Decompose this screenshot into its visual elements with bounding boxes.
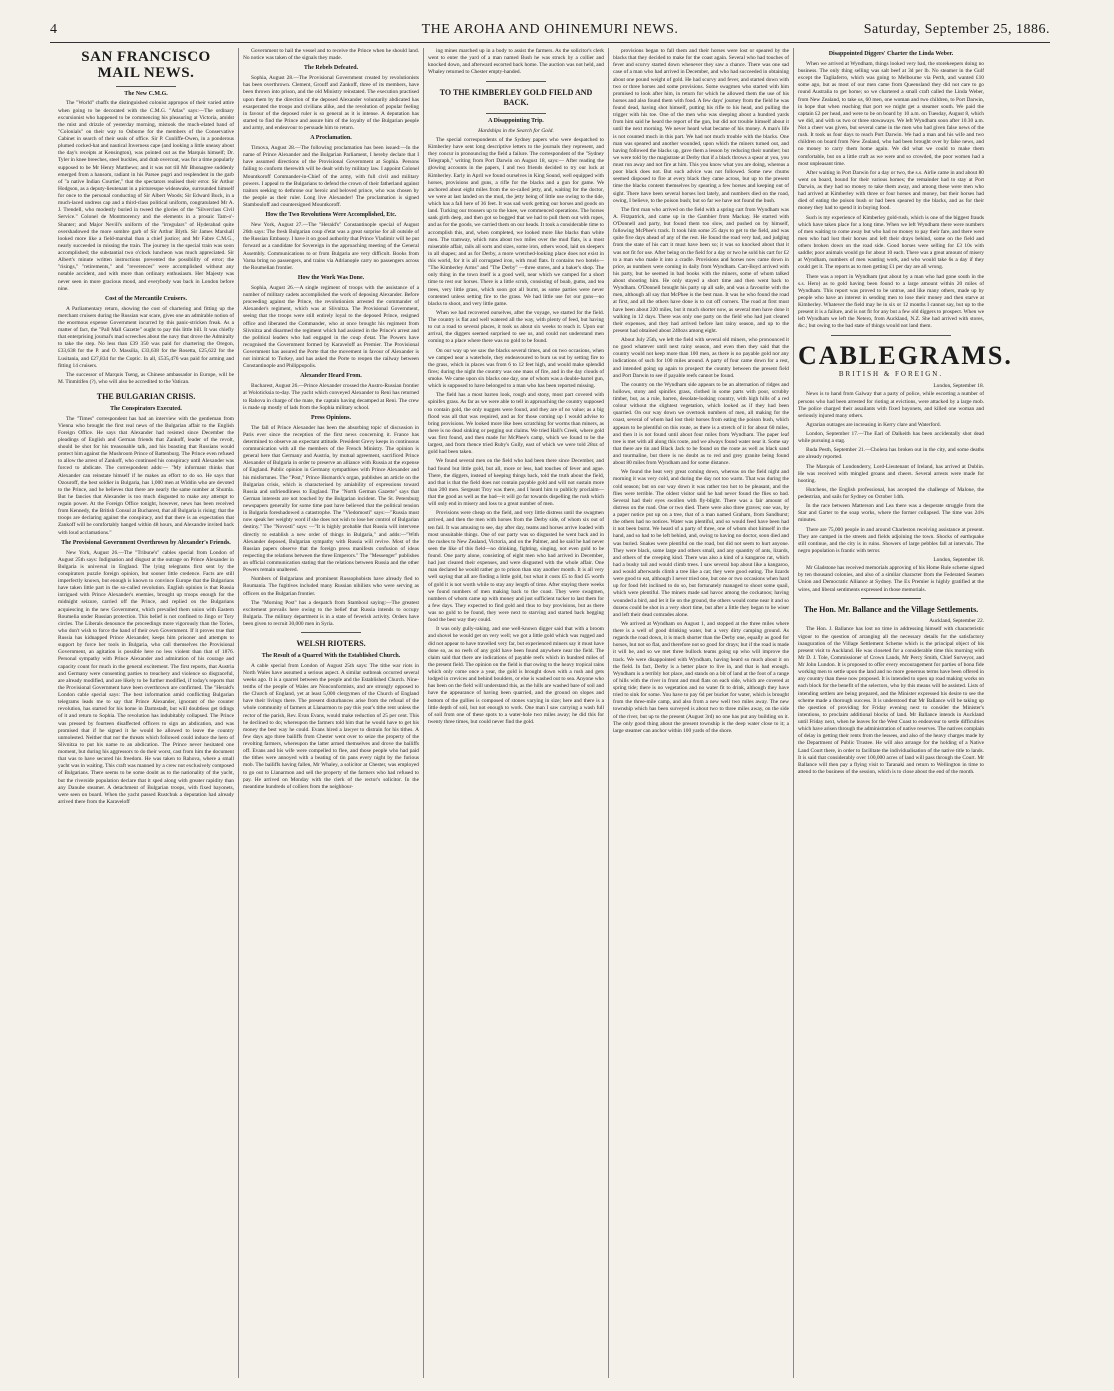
subhead: The Conspirators Executed. xyxy=(110,405,182,412)
article-paragraph: We found several men on the field who had been there since December, and had found but little gold, but all, more or less, had touches of fever and ague. There, the diggers, instead of keeping things back, told the truth about the field, and that is that the field does not contain payable gold and will not sustain more than 200 men. Sergeant Troy was there, and I heard him to publicly proclaim—that the good as well as the bad—it will go far towards dispelling the rush which will only end in misery and loss to a great number of men. xyxy=(428,458,604,508)
issue-date: Saturday, September 25, 1886. xyxy=(863,22,1050,37)
section-heading: The Hon. Mr. Ballance and the Village Settlements. xyxy=(803,604,979,614)
subhead: Alexander Heard From. xyxy=(300,373,362,380)
column-rule xyxy=(608,48,609,1378)
dateline: London, September 18. xyxy=(933,557,984,564)
article-paragraph: The special correspondents of the Sydney papers who were despatched to Kimberley have sent long descriptive letters to the journals they represent, and they concur in pronouncing the field a failure. The correspondent of the "Sydney Telegraph," writing from Port Darwin on August 18, says:— After reading the glowing accounts in the papers, I and two friends decided to try our luck at Kimberley. Early in April we found ourselves in King Sound, well equipped with horses, provisions and guns, a rifle for the blacks and a gun for game. We anchored about eight miles from the so-called jetty, and, waiting for the doctor, we were at last landed on the mud, the jetty being of little use owing to the tide, which has a fall here of 36 feet. It was sad work getting our horses and goods on land. Tucking our trousers up to the knee, we commenced operations. The horses sank girth deep, and then got so bogged that we had to pull them out with ropes, and as for the goods, we carried them on our heads. It took a considerable time to accomplish this, and, when completed, we looked more like blacks than white men. The tramway, which runs about two miles over the mud flats, is a most miserable affair, rails all sorts and sizes, some iron, others wood, laid on sleepers in all shapes; and as for Derby, a more wretched-looking place does not exist in this world, for it is all corrugated iron, with mud flats. It contains two hotels— "The Kimberley Arms" and "The Derby" —three stores, and a baker's shop. The only thing in the town itself is a good well, near which we camped for a short time to rest our horses. There is a little scrub, consisting of boab, gums, and tea trees, very little grass, which soon got all burnt, as some parties were never contented unless setting fire to the grass. We had little use for our guns—no blacks to shoot, and very little game. xyxy=(428,136,604,307)
article-paragraph: The "World" chaffs the distinguished colonist appropos of their varied attire when going to be decorated with the C.M.G. "Atlas" says:—The ordinary excursionist who happened to be commencing his pleasuring at Victoria, amidst the mist and drizzle of yesterday morning, mistook the much-elated band of "Colonials" on their way to Osborne for the members of the Conservative Cabinet in search of their seals of office. Sir P. Cunliffe-Owen, in a ponderous plumed cocked-hat and nautical Inverness cape (and looking a little uneasy about the day's receipts at Kensington), was pointed out as the Marquis himself; Dr. Tyler in knee breeches, steel buckles, and drab overcoat, was for a time popularly supposed to be Mr Henry Matthews; and it was not till Mr Bhonagree suddenly emerged from a hansom, radiant in his Parsee pugri and resplendent in the garb of "a native Indian Courtier," that the spectators realised their error. Sir Arthur Hodgson, as a deputy-lieutenant in a picturesque wideawake, surrounded himself for once to the personal conducting of Sir Albert Woods; Sir Edward Buck, in a much-laced undress cap and a third-class political uniform, congratulated Mr A. J. Trendell, who modestly buried in tweed the glories of the "Silverclass Civil Service." Colonel de Montmorency and the elements in a prosaic Tam-o'-Shanter; and Major Nevill's uniform of the "irregulars" of Hyderabad quite overshadowed the more sombre garb of Sir Arthur Blyth. Sir James Marshall looked more like a field-marshal than a chief justice; and Mr Fabre C.M.G., nearly succeeded in missing the train. The journey in the special train was soon accomplished; the substantial two o'clock luncheon was much appreciated. Sir Albert's minute written instructions prevented the possibility of error; the "risings," "retirements," and "reverences" were accomplished without any notable accident, and with more than ordinary enthusiasm. Her Majesty was never seen in more gracious mood, and everybody was back in London before nine. xyxy=(58,100,234,292)
article-paragraph: Mr Gladstone has received memorials approving of his Home Rule scheme signed by ten thousand colonies, and also of a similar character from the Federated Seamen Union and Democratic Alliance at Sydney. The Ex Premier is highly gratified at the wires, and liberal sentiments expressed in those memorials. xyxy=(798,565,984,593)
divider xyxy=(301,632,361,633)
column-2 xyxy=(243,48,419,1378)
article-paragraph: The "Times" correspondent has had an interview with the gentleman from Vienna who brought the first real news of the Bulgarian affair to the English Foreign Office. He says that Alexander had resisted since December the pleadings of English and German friends that Zankoff, leader of the revolt, should be shot for his treasonable talk, and his boasting that Russians would protect him against the Mushroom Prince of Battenburg. The Prince even refused to allow the arrest of Zankoff, who continued his conspiracy until Alexander was forced to abdicate. The correspondent adds:— "My informant thinks that Alexander can reinstate himself if he makes an effort to do so. He says that Ozouroff, the best soldier in Bulgaria, has 1,000 men at Widdin who are devoted to the Prince, and he believes that there are nearly the same number at Shumla. But he fancies that Alexander is too much disgusted to make any attempt to regain power. At the Foreign Office tonight, however, news has been received from Kennedy, the British Consul at Bucharest, that all Bulgaria is rising; that the troops are declaring against the conspiracy, and that there is an expectation that Zankoff will be comfortably hanged within 48 hours, and Alexandre invited back with loud acclamations." xyxy=(58,415,234,536)
article-paragraph: New York, August 27.—The "Herald's" Constantinople special of August 26th says: The fresh Bulgarian coup d'etat was a great surprise for all outside of the Russian Embassy. I have it on good authority that Prince Vladimir will be put forward as a candidate for Sovereign in the approaching meeting of the General Assembly. Communications to or from Bulgaria are very difficult. Books from Varna bring no passengers, and trains via Adrianople carry no passengers across the Roumelian frontier. xyxy=(243,222,419,271)
article-paragraph: On our way up we saw the blacks several times, and on two occasions, when we camped near a waterhole, they endeavoured to burn us out by setting fire to the grass, which in places was from 6 to 12 feet high, and would make splendid fires; during the night the country was one mass of fire, and in the day clouds of smoke. We came upon six blacks one day, one of whom was a double-barrel gun, which is supposed to have belonged to a man who has been reported missing. xyxy=(428,347,604,390)
masthead xyxy=(50,22,1050,43)
column-rule xyxy=(793,48,794,1378)
article-paragraph: New York, August 26.—The "Tribune's" cables special from London of August 25th says: Indignation and disgust at the outrage on Prince Alexander in Bulgaria is universal in England. The lying telegrams first sent by the conspirators puzzle foreign opinion, but sooner little credence. Facts are still imperfectly known, but enough is known to convince Europe that the Bulgarians have taken little part in the so-called revolution. English opinion is that Russia intrigued with Prince Alexander's enemies, brought up troops enough for the midnight seizure, carried off the Prince, and replied on the Bulgarians acquiescing in the new Government, which prevailed them union with Eastern Roumelia under Russian protection. This belief is not confined to Jingo or Tory circles. The Liberals denounce the proceedings more vigorously than the Tories, who don't wish to force the hand of their own Government. If it proves true that Russia has kidnapped Prince Alexander, keeps him prisoner and attempts to support by force her tools in Bulgaria, who call themselves the Provisional Government, an agitation is possible here no less violent than that of 1876. Personal sympathy with Prince Alexander and admiration of his courage and capacity count for much in the general excitement. The first reports, that Austria and Germany were consenting parties to treachery and violence so disgraceful, are already modified, and are likely to be further modified, if today's reports that the Provisional Government have been overthrown are confirmed. The "Herald's London cable special says: The best information amid conflicting Bulgarian telegrams leads me to say that Prince Alexander, ignorant of the counter revolution, has started for his home in Darmstadt, but will doubtless get tidings of it and return to Sophia. The revolution has indubitably collapsed. The Prince was pressed by fourteen disaffected officers to sign an abdication, and was promised that if he signed it he would be allowed to leave the country unmolested. Neither that nor the threats which followed could induce the hero of Slivnitza to put his name to an abdication. The Prince never hesitated one moment, but during his aggressors to do their worst, cast from him the document that was to have secured his freedom. He was taken to Rahova, where a small yacht was in waiting. This craft was manned by a crew not exclusively composed of Bulgarians. There seems to be some doubt as to the nationality of the yacht, but the riverside population declare that it sped along with greater rapidity than any Danube steamer. A detachment of Bulgarian troops, with fixed bayonets, were seen on board. When the yacht passed Rustchuk a deputation had already arrived there from the Karaveloff xyxy=(58,549,234,805)
article-paragraph: It was only gully-raking, and one well-known digger said that with a broom and shovel he would get on very well; we got a little gold which was rugged and did not appear to have travelled very far, but experienced miners say it must have done so, as no reefs of any gold have been found anywhere near the field. The claim said that there are indications of payable reefs which in hundred miles of the present field. The opinion on the field is that owing to the heavy tropical rains which only come once a year, the gold is brought down with a rush and gets lodged in crevices and behind boulders, or else is washed out to sea. Anyone who has been on the field will understand this, as the hills are washed bare of soil and have the appearance of having been quarried, and the ground on slopes and bottom of the gullies is composed of stones varying in size; here and there is a little depth of soil, but not enough to work. One man I saw carrying a wash full of soil from one of these spots to a water-hole two miles away; he did this for twenty three times, but could never find the gold. xyxy=(428,626,604,725)
article-paragraph: News is to hand from Galway that a party of police, while escorting a number of persons who had been arrested for rioting at evictions, were attacked by a large mob. The police charged their assailants with fixed bayonets, and killed one woman and seriously injured many others. xyxy=(798,391,984,419)
article-paragraph: Numbers of Bulgarians and prominent Russophobists have already fled to Roumania. The fugitives included many Russian nihilists who were serving as officers on the Bulgarian frontier. xyxy=(243,576,419,597)
subhead-italic: Hardships in the Search for Gold. xyxy=(478,127,554,134)
column-rule xyxy=(238,48,239,1378)
column-1 xyxy=(58,48,234,1378)
subhead: Cost of the Mercantile Cruisers. xyxy=(104,295,188,302)
article-paragraph: After waiting in Port Darwin for a day or two, the s.s. Airlie came in and about 80 went on board, bound for their various homes; the remainder had to stay at Port Darwin, as they had no money to take them away, and among these were men who had arrived at Kimberley with three or four horses and money, but their horses had died of eating the poison bush or had been speared by the blacks, and as for their money they had to spend it in buying food. xyxy=(798,169,984,212)
column-5 xyxy=(798,48,1013,1378)
paper-title: THE AROHA AND OHINEMURI NEWS. xyxy=(421,22,679,37)
cablegrams-heading: CABLEGRAMS. xyxy=(798,340,1013,370)
divider xyxy=(831,335,951,336)
article-paragraph: provisions began to fall them and their horses were lost or speared by the blacks that they decided to make for the coast again. Several who had touches of fever and scurvy started down whenever they saw a chance. There was one sad case of a man who had arrived in December, and who had succeeded in obtaining about one pound weight of gold. He had scurvy and fever, and started down with two or three horses and some provisions. Some swagmen who started with him promised to look after him, in return for which he allowed them the use of his horses and also found them with food. A few days' journey from the field he was found dead, having shot himself, putting his rifle to his head, and pulling the trigger with his toe. One of the men who was sleeping about a hundred yards from him said he heard the report of the gun, but did not trouble himself about it until the next morning. We never heard what became of his money. A man's life is not counted much in this part. We had not much trouble with the blacks. One man was speared and another wounded, upon which the miners turned out, and having followed the blacks up, gave them a lesson by reducing their number; but we were told by the magistrate at Derby that if a black throws a spear at you, you must run away and not fire at him. This you know what you are doing, whereas a poor black does not. But such advice was not followed. Some new chums seemed disposed to fire at every black they came across, but up to the present time the blacks content themselves by spearing a few horses and keeping out of sight. There have been several horses lost lately, and numbers died on the road, owing, I believe, to the poison bush; but so far we have not found the bush. xyxy=(613,48,789,204)
subhead: How the Work Was Done. xyxy=(297,274,365,281)
article-paragraph: When we had recovered ourselves, after the voyage, we started for the field. The country is flat and well watered all the way, with plenty of feed, but having to cut a road to several places, it took us about six weeks to reach it. Upon our arrival, the diggers seemed surprised to see us, and could not understand men coming to a place where there was no gold to be found. xyxy=(428,309,604,345)
article-paragraph: Government to hail the vessel and to receive the Prince when he should land. No notice was taken of the signals they made. xyxy=(243,48,419,62)
section-heading: TO THE KIMBERLEY GOLD FIELD AND BACK. xyxy=(439,87,593,108)
article-paragraph: Bucharest, August 26.—Prince Alexander crossed the Austro-Russian frontier at Woloticksia to-day. The yacht which conveyed Alexander to Reni has returned to Rahova in charge of the mate, the captain having decamped at Reni. The crew is made up mostly of lads from the Sophia military school. xyxy=(243,383,419,411)
section-heading: THE BULGARIAN CRISIS. xyxy=(96,392,196,402)
dateline: Auckland, September 22. xyxy=(929,618,984,625)
article-paragraph: The first man who arrived on the field with a spring cart from Wyndham was A. Fitzpatrick, and came up in the Gambier from Mackay. He started with O'Donnell and party, but found them too slow, and pushed on by himself, following McPhee's track. It took him some 25 days to get to the field, and was quite five days ahead of any of the rest. He found the road very bad, and judging from the state of his cart it must have been so; it was so knocked about that it was not fit for use. After being on the field for a day or two he sold his cart for £2 to a man who made it into a cradle. Provisions and horses now came down in price, as numbers were coming in daily from Wyndham. Carr-Boyd arrived with his party, but he seemed in bad books with the miners, some of whom talked about shooting him. He only stayed a short time and then went back to Wyndham. O'Donnell brought his party up all safe, and was a favourite with the men, although all say that McPhee is the best man. It was he who found the road at first, and all the others have done is to cut off corners. The road at first must have been about 220 miles, but it much shorter now, as several men have done it walking in 12 days. There was only one party on the field who had just cleared their expenses, and they had arrived before last rainy season, and up to the present had obtained about 240ozs among eight. xyxy=(613,206,789,334)
subhead: The Rebels Defeated. xyxy=(303,65,359,72)
article-paragraph: The field has a most barren look, rough and stony, most part covered with spinifex grass. As far as we were able to tell in approaching the country supposed to contain gold, the only nuggets were found, and they are of no value; as a big flood was all that was required, and as for those coming up I would advise to bring provisions. We looked more like bees scratching for worms than miners, as there is no dead sinking or pegging out claims. We tried Hall's Creek, where gold was first found, and then made for McPhee's camp, which we found to be the largest, and from thence tried Ruby's Gully, east of which we were told 28oz of gold had been taken. xyxy=(428,392,604,456)
divider xyxy=(486,113,546,114)
column-rule xyxy=(423,48,424,1378)
subhead: A Disappointing Trip. xyxy=(488,117,544,124)
article-paragraph: When we arrived at Wyndham, things looked very bad, the storekeepers doing no business. The only thing selling was salt beef at 3d per lb. No steamer in the Gulf except the Tagliaferro, which was going to Melbourne via Perth, and wanted £10 some ago, but as most of our men came from Queensland they did not care to go round Australia to get home; so we chartered a small craft called the Linda Weber, from New Zealand, to take us, 60 men, one woman and two children, to Port Darwin, in hope that when reaching that port we might get a steamer south. We paid the captain £2 per head, and were to be on board by 10 a.m. on Tuesday, August 8, which we did, and with us two or three stowaways. We left Wyndham soon after 10.30 a.m. Not a cheer was given, but several came in the men who had given false news of the rush. It took us four days to reach Port Darwin. We had a man and his wife and two children on board from New Zealand, who had been brought over by false news, and no money to carry them home again. We did what we could to make them comfortable, but on a little craft as we were and so crowded, the poor women had a most unpleasant time. xyxy=(798,60,984,167)
article-paragraph: The successor of Marquis Tseng, as Chinese ambassador in Europe, will be M. Tinmitifen (?), who will also be accredited to the Vatican. xyxy=(58,371,234,385)
section-heading: WELSH RIOTERS. xyxy=(296,639,366,649)
divider xyxy=(486,81,546,82)
article-paragraph: The fall of Prince Alexander has been the absorbing topic of discussion in Paris ever since the reception of the first news concerning it. France has determined to observe an expectant attitude. President Grevy keeps in continuous communication with all the members of the French Ministry. The opinion is general here that Germany and Austria, by mutual agreement, sacrificed Prince Alexander of Bulgaria in order to preserve an alliance with Russia at the expense of England. Public opinion in Germany sympathises with Prince Alexander and his misfortunes. The "Post," Prince Bismarck's organ, publishes an article on the Bulgarian crisis, which is characterised by amiability of expressions toward Russia and unfriendliness to England. The "North German Gazette" says that German interests are not touched by the Bulgarian incident. The St. Petersburg newspapers generally for some time past have believed that the political tension in Bulgaria foreshadowed a catastrophe. The "Viedomosti" says:—"Russia must now speak her weighty word if she does not wish to lose her control of Bulgarian destiny." The "Novosti" says: —"It is highly probable that Russia will intervene directly to establish a new order of things in Bulgaria," and adds:—"With Alexander deposed, Bulgarian sympathy with Russia will revive. Most of the Russian papers observe that the foreign press manifests confusion of ideas respecting the relations between the three Emperors." The "Messenger" publishes an official communication stating that the relations between Russia and the other Powers remain unaltered. xyxy=(243,424,419,574)
article-paragraph: There are 75,000 people in and around Charleston receiving assistance at present. They are camped in the streets and fields adjoining the town. Shocks of earthquake still continue, and the city is in ruins. Showers of large pebbles fall at intervals. The negro population is frantic with terror. xyxy=(798,526,984,554)
article-paragraph: Such is my experience of Kimberley gold-rush, which is one of the biggest frauds which have taken place for a long time. When we left Wyndham there were numbers of men waiting to come away but who had no money to pay their fare, and there were men who had lost their horses and left their drays behind, some on the field and others broken down on the road side. Good horses were selling for £3 10s with saddle; poor animals would go for about 10 each. There was a great amount of misery at Wyndham, numbers of men wanting work, and who would take 6s a day if they could get it. The reports as to men getting £1 per day are all wrong. xyxy=(798,214,984,271)
subhead: Disappointed Diggers' Charter the Linda Weber. xyxy=(828,51,954,57)
column-3 xyxy=(428,48,604,1378)
article-paragraph: A cable special from London of August 25th says: The tithe war riots in North Wales have assumed a serious aspect. A similar outbreak occurred several weeks ago. It is a quarrel between the people and the Established Church. Nine-tenths of the people of Wales are Nonconformists, and are strongly opposed to the Church of England, yet at least 5,000 clergymen of the Church of England have their livings there. The present disturbances arise from the refusal of the whole community of farmers at Llanarmon to pay this year's tithe rent unless the rector of the parish, Rev. Evan Evans, would make reduction of 25 per cent. This he declined to do; whereupon the farmers told him that he would have to get his money the best way he could. Evans hired a lawyer to distrain for his tithes. A few days ago three bailiffs from Chester went over to seize the property of the revolting farmers, whereupon the latter armed themselves and drove the bailiffs off. Evans and his wife were compelled to flee, and those people who had paid the tithes were annoyed with a beating of tin pans every night by the furious mob. The bailiffs having fallen, Mr Whaley, a solicitor at Chester, was employed to go out to Llanarmon and sell the property of the farmers who had refused to pay. He arrived on Monday with the clerk of the rector's solicitor. In the meantime hundreds of colliers from the neighbour- xyxy=(243,662,419,790)
article-paragraph: London, September 17.—The Earl of Dalkeith has been accidentally shot dead while pursuing a stag. xyxy=(798,431,984,445)
subhead: The Provisional Government Overthrown by Alexander's Friends. xyxy=(61,539,231,546)
article-paragraph: A Parliamentary return, showing the cost of chartering and fitting up the merchant cruisers during the Russian war scare, gives one an admirable notion of the enormous expense Government incurred by this panic-stricken freak. As a matter of fact, the "Pall Mall Gazette" ought to pay this little bill. It was chiefly that enterprising journal's mad screeches about the navy that drove the Admiralty to take the step. No less than £39 350 was paid for chartering the Oregon, £33,638 for the P. and O. Massilia, £33,638 for the Rosetta, £25,622 for the Lusitania, and £27,834 for the Coptic. In all, £535,476 was paid for arming and fitting 14 cruisers. xyxy=(58,305,234,369)
article-paragraph: In the race between Matterson and Lea there was a desperate struggle from the Star and Garter to the soap works, where the former collapsed. The time was 24¾ minutes. xyxy=(798,503,984,524)
article-paragraph: Sophia, August 28.—The Provisional Government created by revolutionists has been overthrown. Clement, Grouff and Zankoff, three of its members, have been thrown into prison, and the old Ministry reinstated. The execution practised upon them by the direction of the deposed Alexander voluntarily abdicated has exasperated the troops and civilians alike, and the revolution of popular feeling in favour of the deposed ruler is so general as it is intense. A deputation has started to find the Prince and assure him of the loyalty of the Bulgarian people and army, and endeavour to persuade him to return. xyxy=(243,75,419,132)
subhead: A Proclamation. xyxy=(310,135,352,142)
cablegrams-subheading: BRITISH & FOREIGN. xyxy=(838,370,944,379)
article-paragraph: The "Morning Post" has a despatch from Stamboul saying:—The greatest excitement prevails here owing to the belief that Russia intends to occupy Bulgaria. The military department is in a state of feverish activity. Orders have been given to recruit 30,000 men in Syria. xyxy=(243,599,419,628)
article-paragraph: There was a report in Wyndham (put about by a man who had gone south in the s.s. Hero) as to gold having been found to a large amount within 20 miles of Wyndham. This report was proved to be untrue, and like many others, made up by people who have an interest in sending men to lose their money and then starve at Kimberley. Whatever the field may be in six or 12 months I cannot say, but up to the present it is a failure, and is not fit for any but a few old diggers to prospect. When we left Wyndham we left the Netero, from Auckland, N.Z. She had arrived with stores, &c.; but owing to the bad state of things would not land them. xyxy=(798,273,984,330)
article-paragraph: Provisions were cheap on the field, and very little distress until the swagmen arrived, and then the men with horses from the Derby side, of whom six out of ten fail. It was amusing to see, day after day, teams and horses arrive loaded with most unsuitable things. One of our party was so disgusted he went back and in the rushes to New Zealand, Victoria, and on the Palmer, and he said he had never seen the like of this field—no drinking, fighting, singing, not even gold to be found. One party alone, consisting of eight men who had arrived in December, had just cleared their expenses, and were disgusted with the whole affair. One man declared he would rather go to prison than stay another month. It is all very well saying that all are finding a little gold, but what it costs £5 to find £5 worth of gold it is not worth while to stay any length of time. After staying there weeks we found numbers of men making back to the coast. They were swagmen, numbers of whom came up with money and just sufficient tucker to last them for a few days. They expected to find gold and thus to buy provisions, but as there was no gold to be found, they were next to starving and started back begging food the best way they could. xyxy=(428,510,604,624)
divider xyxy=(861,598,921,599)
article-paragraph: Buda Pesth, September 21.—Cholera has broken out in the city, and some deaths are already reported. xyxy=(798,447,984,461)
subhead: Press Opinions. xyxy=(311,414,351,421)
article-paragraph: Hutchens, the English professional, has accepted the challenge of Malone, the pedestrian, and sails for Sydney on October 14th. xyxy=(798,486,984,501)
dateline: London, September 18. xyxy=(933,383,984,390)
article-paragraph: The Hon. J. Ballance has lost no time in addressing himself with characteristic vigour to the question of arranging all the necessary details for the satisfactory inauguration of the Village Settlement Scheme which is the principal object of his present visit to Auckland. He was closeted for a considerable time this morning with Mr D. J. Tole, Commissioner of Crown Lands, Mr Percy Smith, Chief Surveyor, and Mr John Lundon. It is proposed to offer every encouragement for parties of bona fide working men to settle upon the land and no more generous terms have been offered in any country than these now proposed. It is intended to open up road making works on each block for the benefit of the selectors, who by this means will be assisted. Lists of intending settlers are being prepared, and the Minister expressed his desire to see the scheme made a thorough success. It is understood that Mr Ballance will be taking up the question of providing for Friday evening next to consider the Minister's intentions, to proclaim additional blocks of land. Mr Ballance intends in Auckland until Friday next, when he leaves for the West Coast to endeavour to settle difficulties which have arisen through the administration of native reserves. The natives complain of delay in getting their rents from the lessees, and also of the heavy charges made by the Department of Public Trustee. He will also arrange for the holding of a Native Land Court there, in order to facilitate the individualisation of the native title to lands. It is said that considerably over 100,000 acres of land will pass through the Court. Mr Ballance will then pay a flying visit to Taranaki and return to Wellington in time to attend to the business of the session, which is to close about the end of the month. xyxy=(798,626,984,775)
article-paragraph: The Marquis of Londonderry, Lord-Lieutenant of Ireland, has arrived at Dublin. He was received with mingled groans and cheers. Several arrests were made for hooting. xyxy=(798,463,984,484)
article-paragraph: We found the heat very great coming down, whereas on the field night and morning it was very cold, and during the day not too warm. That was during the cold season; but on our way down it was rather too hot to be pleasant, and the flies were terrible. The oldest visitor said he had never found the flies so bad. Several had their eyes swollen with fly-blight. There was a fair amount of distress on the road. One or two died. There were also three graves; one was, by a paper notice put up on a tree, that of a man named Graham, from Sandhurst; the others had no notices. Water was plentiful, and so would feed have been had it not been burnt. We heard of a party of three, one of whom shot himself in the hand, and so had to be left behind, and, owing to having no doctor, soon died and was buried. Snakes were plentiful on the road, but did not seem to hurt anyone. They were black, some large and others small, and any quantity of ants, lizards, and others of the creeping kind. There was also a kind of a kangaroo rat, which had a bushy tail and would climb trees. I saw several hop about like a kangaroo, and would afterwards climb a tree like a cat; they were good eating. The lizards were good to eat, although I never tried one, but one or two occasions when hard up for food felt inclined to do so, but fortunately managed to shoot some quail, which were plentiful. The miners made sad havoc among the cockatoos; having wounded a bird, and let it lie on the ground, the others would come near it and so dozens could be shot in a very short time, but after a little they began to be wiser and left their dead comrades alone. xyxy=(613,469,789,618)
subhead: The New C.M.G. xyxy=(124,90,168,97)
article-paragraph: The country on the Wyndham side appears to be an alternation of ridges and hollows, stony and spinifex grass, clothed in some parts with poor, scrubby timber, but, as a rule, barren, desolate-looking country, with high hills of a red colour without the slightest vegetation, which looked as if they had been quarried. On our way down we overtook numbers of men, all making for the coast, several of whom had lost their horses from eating the poison bush, which appears to be plentiful on this route, as there is a stretch of it for about 60 miles, and then it is not found until about four miles from Wyndham. The paper leaf tree is met with all along this route, and we always found water near it. Some say that there are tin and Black Jack to be found on the route as well as black sand and tourmaline, but there is no doubt as to red and grey granite being found about 80 miles from Wyndham and for some distance. xyxy=(613,381,789,467)
divider xyxy=(116,86,176,87)
article-paragraph: Sophia, August 26.—A single regiment of troops with the assistance of a number of military cadets accomplished the work of deposing Alexander. Before proceeding against the Prince, the revolutionists arrested the commander of Alexander's regiment, which was at Slivnitza. The Provisional Government, seeing that the troops were still entirely loyal to the deposed Prince, resigned office and liberated the Commander, who at once brought his regiment from Slivnitza and disarmed the regiment which had assisted in the Prince's arrest and the political leaders who had engaged in the coup d'etat. The Powers have recognised the Government formed by Karaveloff as Premier. The Provisional Government has assured the Porte that the movement in favour of Alexander is not inimical to Turkey, and has asked the Porte to reopen the railway between Constantinople and Philippopolis. xyxy=(243,284,419,370)
subhead: How the Two Revolutions Were Accomplished, Etc. xyxy=(265,212,397,219)
page-number: 4 xyxy=(50,22,58,37)
article-paragraph: We arrived at Wyndham on August 1, and stopped at the three miles where there is a well of good drinking water, but a very dirty camping ground. As regards the road down, it is much shorter than the Derby one, equally as good for horses, but not so flat, and therefore not so good for drays; but if the road is made it will be, and so we met three bullock teams going up who will improve the track. We were disappointed with Wyndham, having heard so much about it on the field. In fact, Derby is a better place to live in, and that is bad enough. Wyndham is a terribly hot place, and stands on a bit of land at the foot of a range of hills with the river in front and mud flats on each side, which are covered at spring tide; there is no vegetation and no water fit to drink, although they have tried to sink for some. You have to pay 6d per bucket for water, which is brought from the three-mile camp, and also from a new well two miles away. The new township which has been surveyed is about two to three miles away, on the side of the river, but up to the present (August 3rd) no one has put any building on it. The only good thing about the present township is the deep water close to it; a large steamer can anchor within 100 yards of the shore. xyxy=(613,620,789,734)
column-4 xyxy=(613,48,789,1378)
article-paragraph: Agrarian outrages are increasing in Kerry clare and Waterford. xyxy=(806,421,941,428)
article-paragraph: Tirnova, August 28.—The following proclamation has been issued:—In the name of Prince Alexander and the Bulgarian Parliament, I hereby declare that I have assumed directions of the Provisional Government at Sophia. Persons failing to conform therewith will be dealt with by military law. I appoint Colonel Mountkoroff Commander-in-Chief of the army, with full civil and military powers. I appeal to the Bulgarians to defend the crown of their fatherland against traitors seeking to dethrone our heroic and beloved prince, who was chosen by the people as their ruler. Long live Alexander! The proclamation is signed Stambouloff and countersigned Mountkoroff. xyxy=(243,145,419,209)
subhead: The Result of a Quarrel With the Established Church. xyxy=(261,652,401,659)
article-paragraph: ing mines marched up in a body to assist the farmers. As the solicitor's clerk went to enter the yard of a man named Bush he was struck by a collier and knocked down, and afterward escorted back home. The auction was not held, and Whaley returned to Chester empty-handed. xyxy=(428,48,604,76)
headline-sf-mail: SAN FRANCISCO MAIL NEWS. xyxy=(81,49,211,81)
article-paragraph: About July 25th, we left the field with several old miners, who pronounced it no good whatever until next rainy season, and even then they said that the country would not keep more than 100 men, as there is no payable gold nor any indications of such for 100 miles around. A party of four came down for a rest, and intended going up again to prospect the country between the present field and Port Darwin to see if payable reefs cannot be found. xyxy=(613,337,789,379)
